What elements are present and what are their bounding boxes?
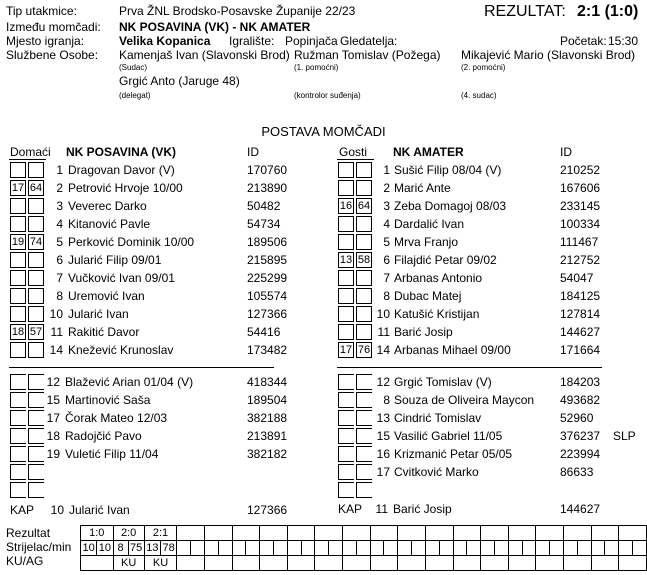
away-divider [337,367,602,368]
scorer-number-cell [508,541,522,556]
kuag-cell [425,556,453,571]
minute-box: 64 [29,182,43,194]
player-id: 167606 [560,181,601,195]
kuag-cell [370,556,398,571]
number-box [338,270,354,286]
number-box: 17 [11,182,25,194]
player-number: 19 [46,447,60,461]
player-name: Petrović Hrvoje 10/00 [68,181,183,195]
rezultat-label: REZULTAT: [484,3,566,20]
scorer-minute-cell [218,541,232,556]
player-id: 171664 [560,343,601,357]
kontrolor-role: (kontrolor suđenja) [294,91,361,100]
pomocni2-role: (2. pomoćni) [461,63,506,72]
player-name: Grgić Tomislav (V) [394,375,492,389]
player-status: SLP [613,429,636,443]
scorer-number-cell [453,541,467,556]
kuag-cell [564,556,592,571]
number-box: 19 [11,236,25,248]
score-cell [591,526,619,541]
player-number: 6 [383,253,390,267]
score-cell [232,526,260,541]
player-id: 215895 [247,253,288,267]
kuag-cell [260,556,288,571]
minute-box: 76 [357,344,371,356]
player-name: Radojčić Pavo [65,429,142,443]
sub-box-left [338,374,354,390]
scorer-number-cell [260,541,274,556]
sub-box-left [338,446,354,462]
score-cell [536,526,564,541]
player-name: Kitanović Pavle [68,217,151,231]
player-name: Sušić Filip 08/04 (V) [394,163,502,177]
away-team: NK AMATER [393,145,464,159]
player-number: 17 [376,465,390,479]
number-box [338,180,354,196]
scorer-number-cell [591,541,605,556]
kuag-cell [591,556,619,571]
sub-box-left [10,446,26,462]
player-name: Knežević Krunoslav [68,343,174,357]
scorer-minute-cell [384,541,398,556]
number-box [10,216,26,232]
score-cell [260,526,288,541]
number-box [338,162,354,178]
scorer-minute-cell [577,541,591,556]
score-cell [508,526,536,541]
player-number: 15 [376,429,390,443]
score-cell [398,526,426,541]
pomocni2-name: Mikajević Mario (Slavonski Brod) [461,48,636,62]
sub-box-right [28,464,44,480]
player-number: 5 [56,235,63,249]
scorer-minute-cell [522,541,536,556]
player-id: 127366 [247,307,288,321]
sub-box-left [338,410,354,426]
scorer-number-cell [204,541,218,556]
player-id: 144627 [560,325,601,339]
rezultat-row-label: Rezultat [6,526,51,540]
player-number: 14 [376,343,390,357]
gledatelja-label: Gledatelja: [340,34,398,48]
player-number: 12 [46,375,60,389]
away-kap-label: KAP [338,502,363,516]
scorer-number-cell: 8 [113,541,128,556]
player-id: 189506 [247,235,288,249]
player-name: Uremović Ivan [68,289,145,303]
kuag-cell [287,556,315,571]
player-id: 212752 [560,253,601,267]
strijelac-row-label: Strijelac/min [6,540,72,554]
scorer-number-cell: 10 [82,542,95,554]
number-box [338,288,354,304]
izmedju-label: Između momčadi: [6,20,101,34]
sub-box-left [338,482,354,498]
home-kap-label: KAP [10,503,35,517]
home-divider [9,367,274,368]
sub-box-right [28,482,44,498]
player-number: 10 [376,307,390,321]
player-number: 6 [56,253,63,267]
sub-box-right [356,482,372,498]
minute-box: 57 [29,326,43,338]
scorer-minute-cell: 75 [130,542,143,554]
scorer-number-cell [619,541,633,556]
player-name: Dragovan Davor (V) [68,163,175,177]
score-cell [343,526,371,541]
number-box [10,270,26,286]
tip-value: Prva ŽNL Brodsko-Posavske Županije 22/23 [119,4,356,18]
scorer-number-cell [425,541,439,556]
player-name: Blažević Arian 01/04 (V) [65,375,194,389]
home-id-header: ID [247,145,259,159]
player-name: Perković Dominik 10/00 [68,235,195,249]
sub-box-left [338,428,354,444]
player-number: 3 [383,199,390,213]
number-box [10,252,26,268]
scorer-minute-cell [273,541,287,556]
player-number: 4 [383,217,390,231]
sub-box-left [10,392,26,408]
player-number: 2 [383,181,390,195]
player-number: 3 [56,199,63,213]
pomocni1-name: Ružman Tomislav (Požega) [294,48,441,62]
number-box [10,162,26,178]
minute-box: 58 [357,254,371,266]
player-id: 100334 [560,217,601,231]
scorer-minute-cell: 10 [98,542,111,554]
pomocni1-role: (1. pomoćni) [294,63,339,72]
player-name: Mrva Franjo [394,235,459,249]
player-id: 382188 [247,411,288,425]
scorer-minute-cell: 78 [162,542,175,554]
player-number: 2 [56,181,63,195]
number-box [10,288,26,304]
score-cell [315,526,343,541]
player-id: 493682 [560,393,601,407]
home-kap-number: 10 [50,503,64,517]
minute-box [28,342,44,358]
home-kap-name: Jularić Ivan [69,503,130,517]
away-label: Gosti [339,145,368,159]
scorer-number-cell [287,541,301,556]
minute-box [28,198,44,214]
igraliste-label: Igralište: [229,34,275,48]
scorer-minute-cell [246,541,260,556]
player-name: Čorak Mateo 12/03 [65,411,168,425]
score-cell [425,526,453,541]
player-id: 170760 [247,163,288,177]
player-name: Dardalić Ivan [394,217,465,231]
player-id: 173482 [247,343,288,357]
player-number: 16 [376,447,390,461]
lineup-title: POSTAVA MOMČADI [261,124,386,139]
score-cell: 2:1 [144,526,177,541]
sudac-role: (Sudac) [119,63,148,72]
home-kap-id: 127366 [247,503,288,517]
mjesto-value: Velika Kopanica [119,34,211,48]
scorer-minute-cell [329,541,343,556]
player-name: Veverec Darko [68,199,147,213]
player-number: 7 [56,271,63,285]
player-number: 8 [383,393,390,407]
sub-box-left [338,464,354,480]
kuag-cell [343,556,371,571]
scorer-minute-cell [301,541,315,556]
player-number: 1 [56,163,63,177]
sub-box-left [338,392,354,408]
player-id: 418344 [247,375,288,389]
pocetak-value: 15:30 [608,34,639,48]
player-id: 111467 [560,235,599,249]
player-name: Jularić Filip 09/01 [68,253,162,267]
delegat-role: (delegat) [119,91,151,100]
kuag-cell [619,556,647,571]
scorer-number-cell [398,541,412,556]
player-id: 189504 [247,393,288,407]
kuag-cell [481,556,509,571]
scorer-minute-cell [550,541,564,556]
scorer-number-cell: 13 [146,542,159,554]
sluzbene-label: Službene Osobe: [6,48,99,62]
tip-label: Tip utakmice: [6,4,77,18]
minute-box [28,162,44,178]
player-number: 17 [46,411,60,425]
player-id: 54047 [560,271,594,285]
home-label: Domaći [10,145,51,159]
player-name: Filajdić Petar 09/02 [394,253,497,267]
number-box: 13 [339,254,353,266]
player-id: 105574 [247,289,288,303]
teams-value: NK POSAVINA (VK) - NK AMATER [119,20,311,34]
number-box [338,306,354,322]
player-name: Barić Josip [394,325,453,339]
scorer-minute-cell [412,541,426,556]
away-kap-id: 144627 [560,502,601,516]
player-id: 127814 [560,307,601,321]
sub-box-left [10,428,26,444]
score-cell [564,526,592,541]
minute-box: 74 [29,236,43,248]
scorer-minute-cell [633,541,647,556]
minute-box [28,306,44,322]
score-cell [177,526,205,541]
kuag-cell: KU [113,556,144,571]
player-number: 14 [49,343,63,357]
scorer-number-cell [315,541,329,556]
pocetak-label: Početak: [560,34,607,48]
player-number: 7 [383,271,390,285]
player-number: 11 [50,325,63,339]
player-name: Arbanas Mihael 09/00 [394,343,511,357]
player-name: Vuletić Filip 11/04 [65,447,159,461]
sudac-name: Kamenjaš Ivan (Slavonski Brod) [119,48,290,62]
score-cell: 1:0 [81,526,114,541]
player-id: 50482 [247,199,281,213]
scorer-minute-cell [467,541,481,556]
kuag-cell [315,556,343,571]
player-id: 52960 [560,411,594,425]
scorer-minute-cell [191,541,205,556]
player-number: 4 [56,217,63,231]
player-id: 376237 [560,429,601,443]
sub-box-left [10,374,26,390]
player-name: Cvitković Marko [394,465,479,479]
scorer-minute-cell [356,541,370,556]
minute-box [28,288,44,304]
player-number: 13 [376,411,390,425]
player-id: 210252 [560,163,601,177]
player-number: 1 [383,163,390,177]
player-name: Martinović Saša [65,393,151,407]
scorer-number-cell [177,541,191,556]
player-name: Cindrić Tomislav [394,411,482,425]
player-name: Marić Ante [394,181,451,195]
score-cell: 2:0 [113,526,144,541]
score-cell [370,526,398,541]
number-box [10,198,26,214]
player-name: Vasilić Gabriel 11/05 [394,429,503,443]
kuag-cell [232,556,260,571]
player-id: 382182 [247,447,288,461]
player-id: 54416 [247,325,281,339]
player-name: Arbanas Antonio [394,271,483,285]
player-id: 86633 [560,465,594,479]
sub-box-left [10,464,26,480]
kuag-cell [177,556,205,571]
kuag-cell [204,556,232,571]
minute-box [28,252,44,268]
player-id: 184125 [560,289,601,303]
player-number: 11 [377,325,390,339]
sub-box-left [10,410,26,426]
home-label-underline [9,159,46,160]
player-number: 12 [376,375,390,389]
away-kap-number: 11 [375,502,388,516]
number-box [338,234,354,250]
scorer-minute-cell [605,541,619,556]
home-team: NK POSAVINA (VK) [66,145,177,159]
number-box: 18 [11,326,25,338]
player-number: 5 [383,235,390,249]
player-name: Rakitić Davor [68,325,140,339]
score-cell [453,526,481,541]
score-cell [481,526,509,541]
kuag-cell [536,556,564,571]
kuag-cell [508,556,536,571]
minute-box [28,270,44,286]
number-box: 17 [339,344,353,356]
scorer-number-cell [536,541,550,556]
player-id: 213890 [247,181,288,195]
minute-box [28,216,44,232]
player-number: 15 [46,393,60,407]
player-name: Zeba Domagoj 08/03 [394,199,507,213]
score-cell [204,526,232,541]
kuag-cell [398,556,426,571]
player-name: Vučković Ivan 09/01 [68,271,175,285]
mjesto-label: Mjesto igranja: [6,34,85,48]
player-id: 184203 [560,375,601,389]
delegat-name: Grgić Anto (Jaruge 48) [119,74,240,88]
rezultat-value: 2:1 (1:0) [577,3,639,20]
sub-box-left [10,482,26,498]
kuag-row-label: KU/AG [6,554,44,568]
number-box: 16 [339,200,353,212]
kuag-cell [453,556,481,571]
player-name: Dubac Matej [394,289,462,303]
player-number: 10 [49,307,63,321]
player-id: 223994 [560,447,601,461]
player-name: Katušić Kristijan [394,307,480,321]
away-kap-name: Barić Josip [393,502,452,516]
number-box [10,342,26,358]
scorer-number-cell [343,541,357,556]
player-id: 54734 [247,217,281,231]
player-number: 8 [56,289,63,303]
number-box [10,306,26,322]
away-label-underline [337,159,374,160]
player-name: Krizmanić Petar 05/05 [394,447,513,461]
player-number: 18 [46,429,60,443]
kuag-cell [81,556,114,571]
player-name: Souza de Oliveira Maycon [394,393,535,407]
player-name: Jularić Ivan [68,307,129,321]
player-number: 8 [383,289,390,303]
scorer-minute-cell [439,541,453,556]
igraliste-value: Popinjača [285,34,338,48]
number-box [338,216,354,232]
minute-box: 64 [357,200,371,212]
kuag-cell: KU [144,556,177,571]
player-id: 233145 [560,199,601,213]
number-box [338,324,354,340]
scorer-number-cell [564,541,578,556]
scorer-number-cell [481,541,495,556]
scorer-number-cell [232,541,246,556]
sudac4-role: (4. sudac) [461,91,497,100]
away-id-header: ID [560,145,572,159]
player-id: 225299 [247,271,288,285]
score-cell [619,526,647,541]
scorer-number-cell [370,541,384,556]
scorer-minute-cell [494,541,508,556]
goals-table [80,525,647,571]
score-cell [287,526,315,541]
player-id: 213891 [247,429,288,443]
